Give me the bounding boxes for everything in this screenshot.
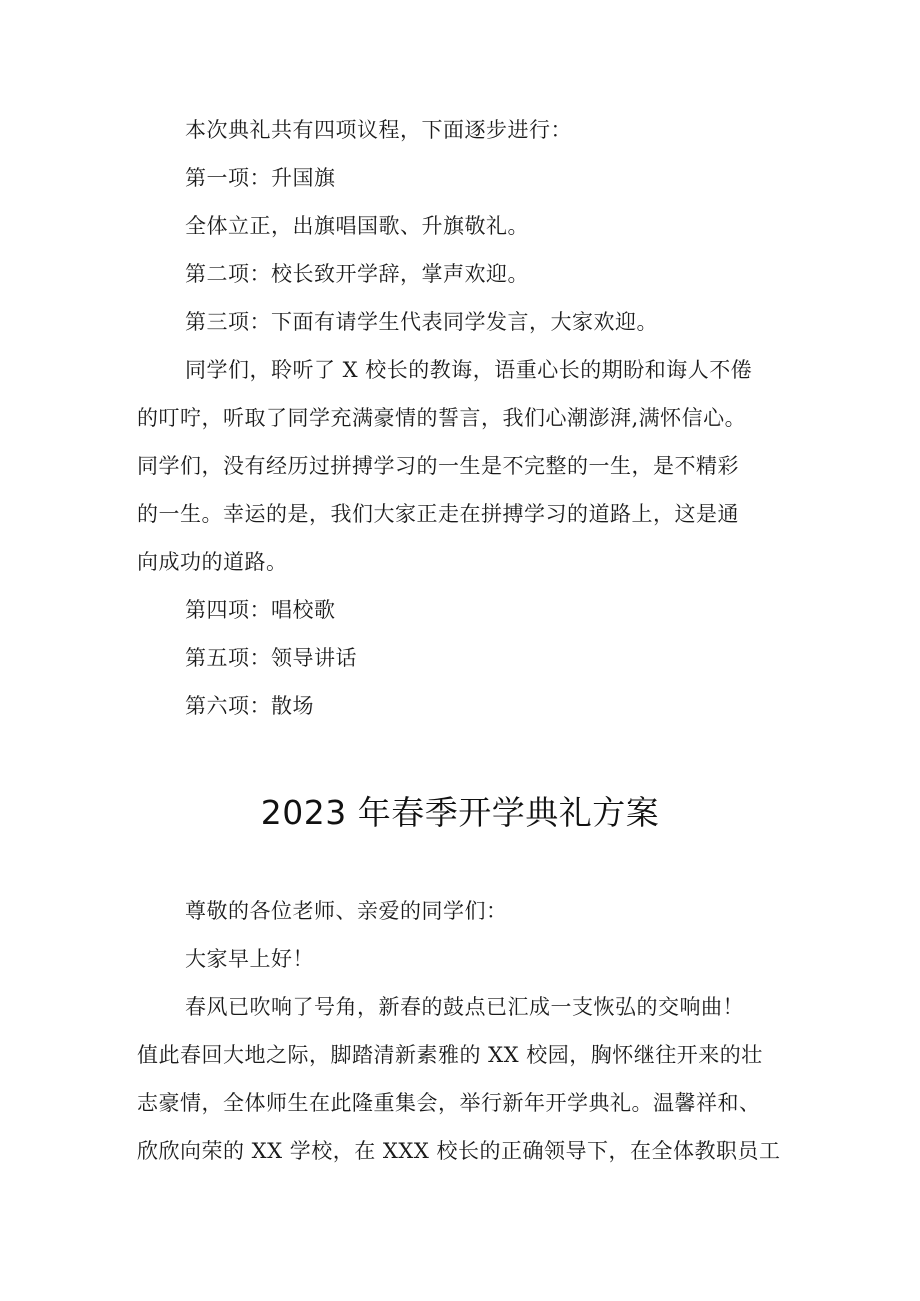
greeting: 大家早上好！	[185, 947, 314, 971]
paragraph-line: 春风已吹响了号角，新春的鼓点已汇成一支恢弘的交响曲！	[185, 995, 744, 1019]
agenda-item-2: 第二项：校长致开学辞，掌声欢迎。	[185, 262, 529, 286]
paragraph-line: 向成功的道路。	[137, 550, 288, 574]
paragraph-line: 志豪情，全体师生在此隆重集会，举行新年开学典礼。温馨祥和、	[137, 1091, 761, 1115]
paragraph-line: 值此春回大地之际，脚踏清新素雅的 XX 校园，胸怀继往开来的壮	[137, 1043, 763, 1067]
paragraph-flag-raising: 全体立正，出旗唱国歌、升旗敬礼。	[185, 214, 529, 238]
document-title: 2023 年春季开学典礼方案	[260, 793, 660, 832]
paragraph-line: 同学们，没有经历过拼搏学习的一生是不完整的一生，是不精彩	[137, 454, 739, 478]
agenda-item-4: 第四项：唱校歌	[185, 598, 336, 622]
agenda-item-1: 第一项：升国旗	[185, 166, 336, 190]
agenda-item-5: 第五项：领导讲话	[185, 646, 357, 670]
agenda-item-6: 第六项：散场	[185, 694, 314, 718]
agenda-item-3: 第三项：下面有请学生代表同学发言，大家欢迎。	[185, 310, 658, 334]
paragraph-line: 同学们，聆听了 X 校长的教诲，语重心长的期盼和诲人不倦	[185, 358, 753, 382]
paragraph-agenda-intro: 本次典礼共有四项议程，下面逐步进行：	[185, 118, 572, 142]
paragraph-line: 的一生。幸运的是，我们大家正走在拼搏学习的道路上，这是通	[137, 502, 739, 526]
salutation: 尊敬的各位老师、亲爱的同学们：	[185, 899, 508, 923]
paragraph-line: 欣欣向荣的 XX 学校，在 XXX 校长的正确领导下，在全体教职员工	[137, 1139, 781, 1163]
paragraph-line: 的叮咛，听取了同学充满豪情的誓言，我们心潮澎湃,满怀信心。	[137, 406, 747, 430]
